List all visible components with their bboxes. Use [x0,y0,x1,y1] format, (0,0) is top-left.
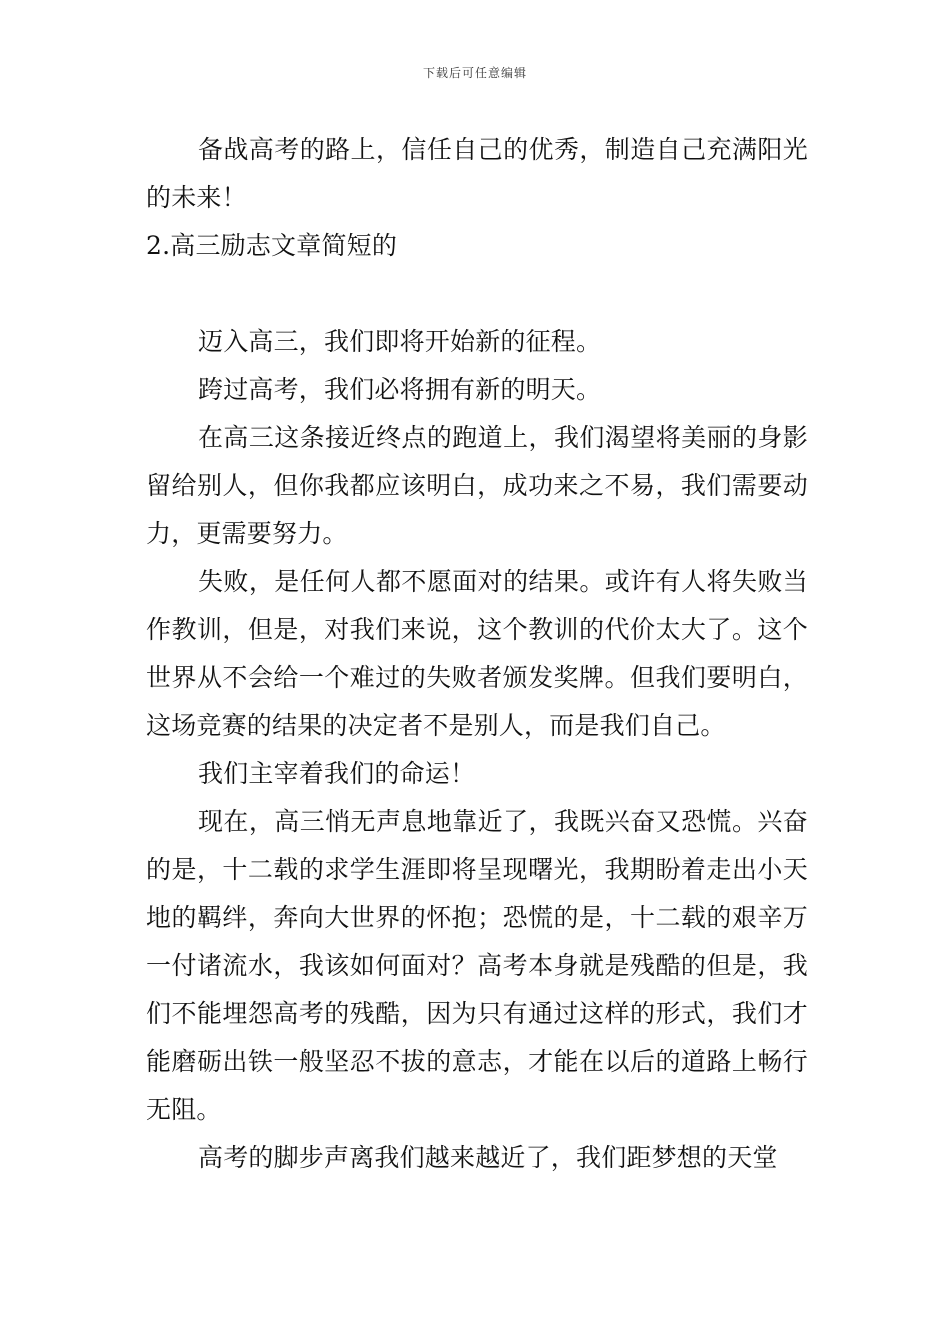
document-body [146,126,808,1182]
paragraph: 在高三这条接近终点的跑道上，我们渴望将美丽的身影留给别人，但你我都应该明白，成功来之不易，我们需要动力，更需要努力。 [146,423,808,548]
paragraph: 我们主宰着我们的命运！ [198,759,476,788]
section-heading: 2.高三励志文章简短的 [146,231,398,260]
paragraph-intro: 备战高考的路上，信任自己的优秀，制造自己充满阳光的未来！ [146,135,808,212]
paragraph: 迈入高三，我们即将开始新的征程。 [198,327,602,356]
paragraph: 跨过高考，我们必将拥有新的明天。 [198,375,602,404]
paragraph: 现在，高三悄无声息地靠近了，我既兴奋又恐慌。兴奋的是，十二载的求学生涯即将呈现曙光，我期盼着走出小天地的羁绊，奔向大世界的怀抱；恐慌的是，十二载的艰辛万一付诸流水，我该如何面对？高考本身就是残酷的但是，我们不能埋怨高考的残酷，因为只有通过这样的形式，我们才能磨砺出铁一般坚忍不拔的意志，才能在以后的道路上畅行无阻。 [146,807,808,1124]
paragraph: 失败，是任何人都不愿面对的结果。或许有人将失败当作教训，但是，对我们来说，这个教训的代价太大了。这个世界从不会给一个难过的失败者颁发奖牌。但我们要明白，这场竞赛的结果的决定者不是别人，而是我们自己。 [146,567,808,740]
paragraph: 高考的脚步声离我们越来越近了，我们距梦想的天堂 [198,1143,778,1172]
page-header: 下载后可任意编辑 [422,66,527,80]
